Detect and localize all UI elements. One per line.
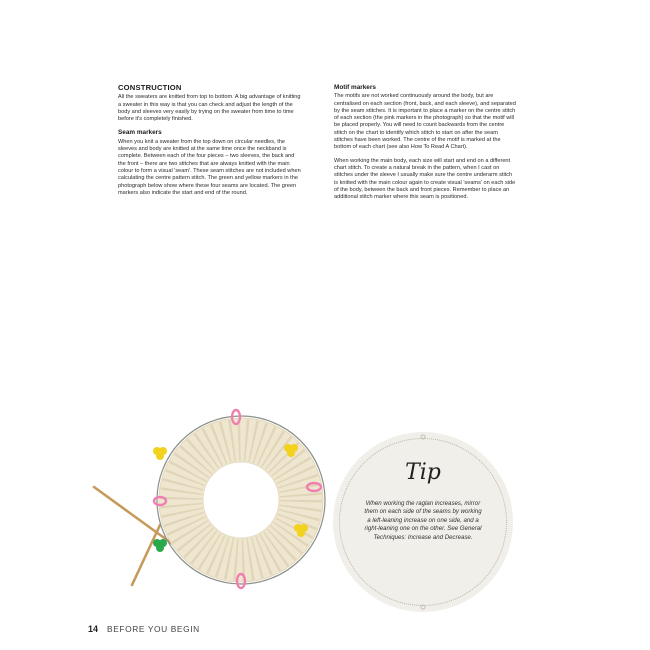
ornament-icon xyxy=(420,604,426,610)
right-column xyxy=(334,84,517,207)
section-title: BEFORE YOU BEGIN xyxy=(107,624,200,634)
page-number: 14 xyxy=(88,624,99,634)
construction-paragraph: All the sweaters are knitted from top to bottom. A big advantage of knitting a sweater in this way is that you can check and adjust the length of the body and sleeves very easily by trying on the sweater from time to time before it's completely finished. xyxy=(118,94,301,123)
motif-markers-paragraph-1: The motifs are not worked continuously around the body, but are centralised on each section (front, back, and each sleeve), and separated by the seam stitches. It is important to place a marker on the centre stitch of each section (the pink markers in the photograph) so that the motif will be placed properly. You will need to count backwards from the centre stitch on the chart to identify which stitch to start on after the seam stitches have been worked. The centre of the motif is marked at the bottom of each chart (see also How To Read A Chart). xyxy=(334,93,516,151)
ornament-icon xyxy=(420,434,426,440)
seam-markers-heading: Seam markers xyxy=(118,129,162,137)
construction-heading: CONSTRUCTION xyxy=(118,83,182,92)
green-start-marker xyxy=(153,539,167,552)
needle-2 xyxy=(132,525,160,585)
seam-markers-paragraph: When you knit a sweater from the top down on circular needles, the sleeves and body are knitted at the same time once the neckband is complete. Between each of the four pieces – two sleeves, the back and the front – there are two stitches that are always knitted with the main colour to form a visual 'seam'. These seam stitches are not included when calculating the centre pattern stitch. The green and yellow markers in the photograph below show where these four seams are located. The green markers also indicate the start and end of the round. xyxy=(118,138,301,196)
yellow-seam-marker xyxy=(153,447,167,460)
ring-inner-edge xyxy=(203,462,279,538)
motif-markers-paragraph-2: When working the main body, each size will start and end on a different chart stitch. To create a natural break in the pattern, when I cast on stitches under the sleeve I usually make sure the centre underarm stitch is knitted with the main colour again to create visual 'seams' on each side of the body, between the back and front pieces. Remember to place an additional stitch marker where this seam is positioned. xyxy=(334,157,516,201)
tip-text: When working the raglan increases, mirror them on each side of the seams by working a left-leaning increase on one side, and a right-leaning one on the other. See General Techniques: Increase and Decrease. xyxy=(364,500,482,541)
tip-box xyxy=(333,432,513,612)
page-footer xyxy=(88,624,200,634)
left-column xyxy=(118,84,301,203)
knitting-photo xyxy=(88,395,338,610)
motif-markers-heading: Motif markers xyxy=(334,84,376,91)
tip-title: Tip xyxy=(405,460,441,485)
